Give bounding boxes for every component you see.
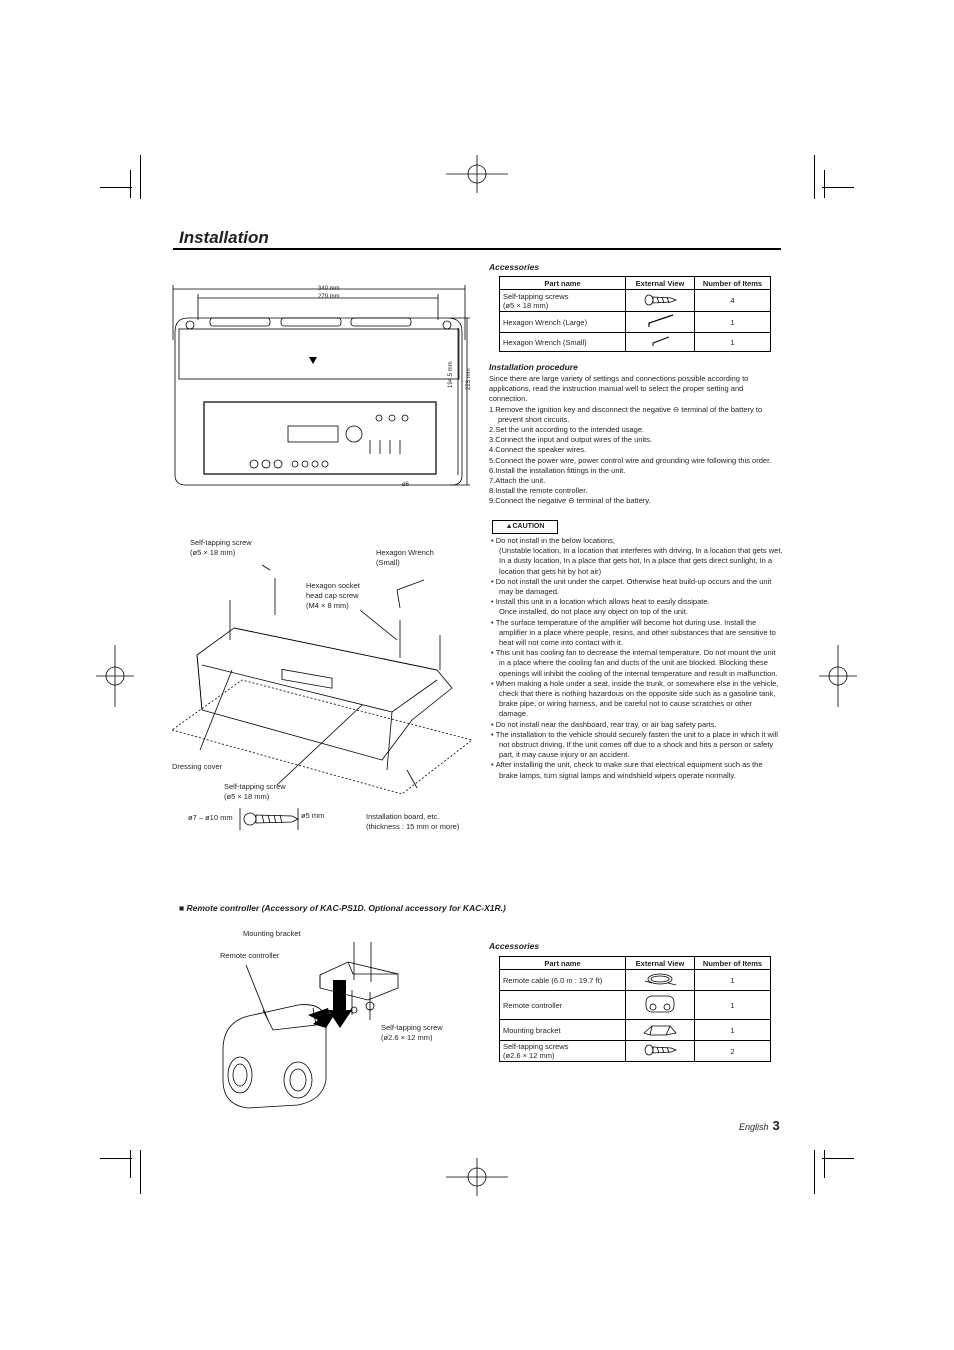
label-screw-diameter: ø5 mm <box>301 811 325 820</box>
label-screw-top: Self-tapping screw (ø5 × 18 mm) <box>190 538 252 557</box>
screw-detail-drawing <box>236 806 300 832</box>
table-row <box>500 1041 771 1062</box>
title-rule <box>173 248 781 250</box>
item-count: 1 <box>695 970 771 991</box>
accessories-table-2 <box>499 956 771 1062</box>
screw-icon <box>626 1041 695 1062</box>
table-header <box>500 277 771 290</box>
procedure-step: 5.Connect the power wire, power control wire and grounding wire following this order. <box>489 455 772 465</box>
caution-item: • Do not install the unit under the carpet. Otherwise heat build-up occurs and the unit may be damaged. <box>491 576 772 597</box>
dim-height-outer: 223 mm <box>466 368 472 390</box>
item-count: 1 <box>695 312 771 333</box>
label-remote-screw: Self-tapping screw (ø2.6 × 12 mm) <box>381 1023 443 1042</box>
hex-wrench-icon <box>626 312 695 333</box>
table-header <box>500 957 771 970</box>
procedure-step: 3.Connect the input and output wires of the units. <box>489 435 653 445</box>
hex-wrench-icon <box>626 333 695 352</box>
amplifier-dimension-drawing <box>170 280 475 490</box>
part-name: Mounting bracket <box>500 1020 626 1041</box>
table-row <box>500 312 771 333</box>
label-installation-board: Installation board, etc. (thickness : 15 mm or more) <box>366 812 460 831</box>
caution-item: • The surface temperature of the amplifier will become hot during use. Install the amplifier in a place where people, resins, and other substances that are sensitive to heat will not come into contact with it. <box>491 617 776 648</box>
caution-list <box>491 536 783 781</box>
procedure-step: 6.Install the installation fittings in the unit. <box>489 465 626 475</box>
accessories-heading-2: Accessories <box>489 941 540 951</box>
procedure-step: 2.Set the unit according to the intended usage. <box>489 425 645 435</box>
caution-item: • This unit has cooling fan to decrease the internal temperature. Do not mount the unit in a place where the cooling fan and ducts of the unit are blocked. Blocking these openings will inhibit the cooling of the internal temperature and result in malfunction. <box>491 648 778 678</box>
procedure-step: 8.Install the remote controller. <box>489 486 588 496</box>
dim-width-inner: 279 mm <box>318 294 340 300</box>
label-hex-wrench-small: Hexagon Wrench (Small) <box>376 548 434 567</box>
item-count: 1 <box>695 1020 771 1041</box>
col-part-name: Part name <box>500 957 626 970</box>
caution-item: • When making a hole under a seat, inside the trunk, or somewhere else in the vehicle, check that there is nothing hazardous on the opposite side such as a gasoline tank, brake pipe, or wiring harness, and be careful not to cause scratches or other damage. <box>491 678 779 719</box>
part-name: Hexagon Wrench (Large) <box>500 312 626 333</box>
procedure-step: 7.Attach the unit. <box>489 476 546 486</box>
procedure-step: 9.Connect the negative ⊖ terminal of the battery. <box>489 496 651 506</box>
label-remote-controller: Remote controller <box>220 951 280 960</box>
label-screw-bottom: Self-tapping screw (ø5 × 18 mm) <box>224 782 286 801</box>
col-part-name: Part name <box>500 277 626 290</box>
table-row <box>500 970 771 991</box>
table-row <box>500 333 771 352</box>
caution-item: • Do not install in the below locations; <box>491 536 615 545</box>
item-count: 1 <box>695 333 771 352</box>
procedure-text <box>489 374 783 507</box>
caution-item: • After installing the unit, check to make sure that electrical equipment such as the brake lamps, turn signal lamps and windshield wipers operate normally. <box>491 760 763 780</box>
caution-item-continued: (Unstable location, In a location that interferes with driving, In a location that gets wet, In a dusty location, In a place that gets hot, In a place that gets direct sunlight, In a location that gets hit by hot air) <box>499 546 783 576</box>
bracket-icon <box>626 1020 695 1041</box>
part-name: Self-tapping screws (ø2.6 × 12 mm) <box>500 1041 626 1062</box>
col-number-of-items: Number of Items <box>695 957 771 970</box>
caution-item: • The installation to the vehicle should securely fasten the unit to a place in which it will not obstruct driving. If the unit comes off due to a shock and hits a person or safety part, it may cause injury or an accident. <box>491 729 778 760</box>
label-dressing-cover: Dressing cover <box>172 762 223 771</box>
part-name: Hexagon Wrench (Small) <box>500 333 626 352</box>
label-hex-socket-screw: Hexagon socket head cap screw (M4 × 8 mm) <box>306 581 360 610</box>
item-count: 4 <box>695 290 771 312</box>
caution-item: • Do not install near the dashboard, rear tray, or air bag safety parts. <box>491 719 717 729</box>
cable-icon <box>626 970 695 991</box>
col-external-view: External View <box>626 957 695 970</box>
part-name: Remote cable (6.0 m : 19.7 ft) <box>500 970 626 991</box>
caution-badge: ▲CAUTION <box>492 520 558 534</box>
footer-language: English <box>739 1122 769 1132</box>
table-row <box>500 991 771 1020</box>
col-number-of-items: Number of Items <box>695 277 771 290</box>
page-number: 3 <box>772 1118 780 1133</box>
label-mounting-bracket: Mounting bracket <box>243 929 301 938</box>
screw-icon <box>626 290 695 312</box>
remote-icon <box>626 991 695 1020</box>
page-footer <box>739 1118 780 1133</box>
part-name: Self-tapping screws (ø5 × 18 mm) <box>500 290 626 312</box>
accessories-heading-1: Accessories <box>489 262 540 272</box>
table-row <box>500 1020 771 1041</box>
dim-height-inner: 194.5 mm <box>448 361 454 388</box>
procedure-step: 1.Remove the ignition key and disconnect the negative ⊖ terminal of the battery to prevent short circuits. <box>489 404 763 424</box>
procedure-intro: Since there are large variety of settings and connections possible according to applications, read the instruction manual well to select the proper setting and connection. <box>489 374 749 404</box>
part-name: Remote controller <box>500 991 626 1020</box>
label-screw-head-diameter: ø7 – ø10 mm <box>188 813 233 822</box>
procedure-step: 4.Connect the speaker wires. <box>489 445 587 455</box>
accessories-table-1 <box>499 276 771 352</box>
caution-item: • Install this unit in a location which allows heat to easily dissipate. <box>491 597 710 607</box>
page-title: Installation <box>179 228 269 247</box>
caution-item-continued: Once installed, do not place any object on top of the unit. <box>499 607 688 617</box>
dim-hole: ø6 <box>402 482 410 488</box>
procedure-heading: Installation procedure <box>489 362 578 372</box>
remote-section-heading: ■ Remote controller (Accessory of KAC-PS1D. Optional accessory for KAC-X1R.) <box>179 903 506 913</box>
item-count: 1 <box>695 991 771 1020</box>
table-row <box>500 290 771 312</box>
item-count: 2 <box>695 1041 771 1062</box>
dim-width-outer: 340 mm <box>318 286 340 292</box>
col-external-view: External View <box>626 277 695 290</box>
